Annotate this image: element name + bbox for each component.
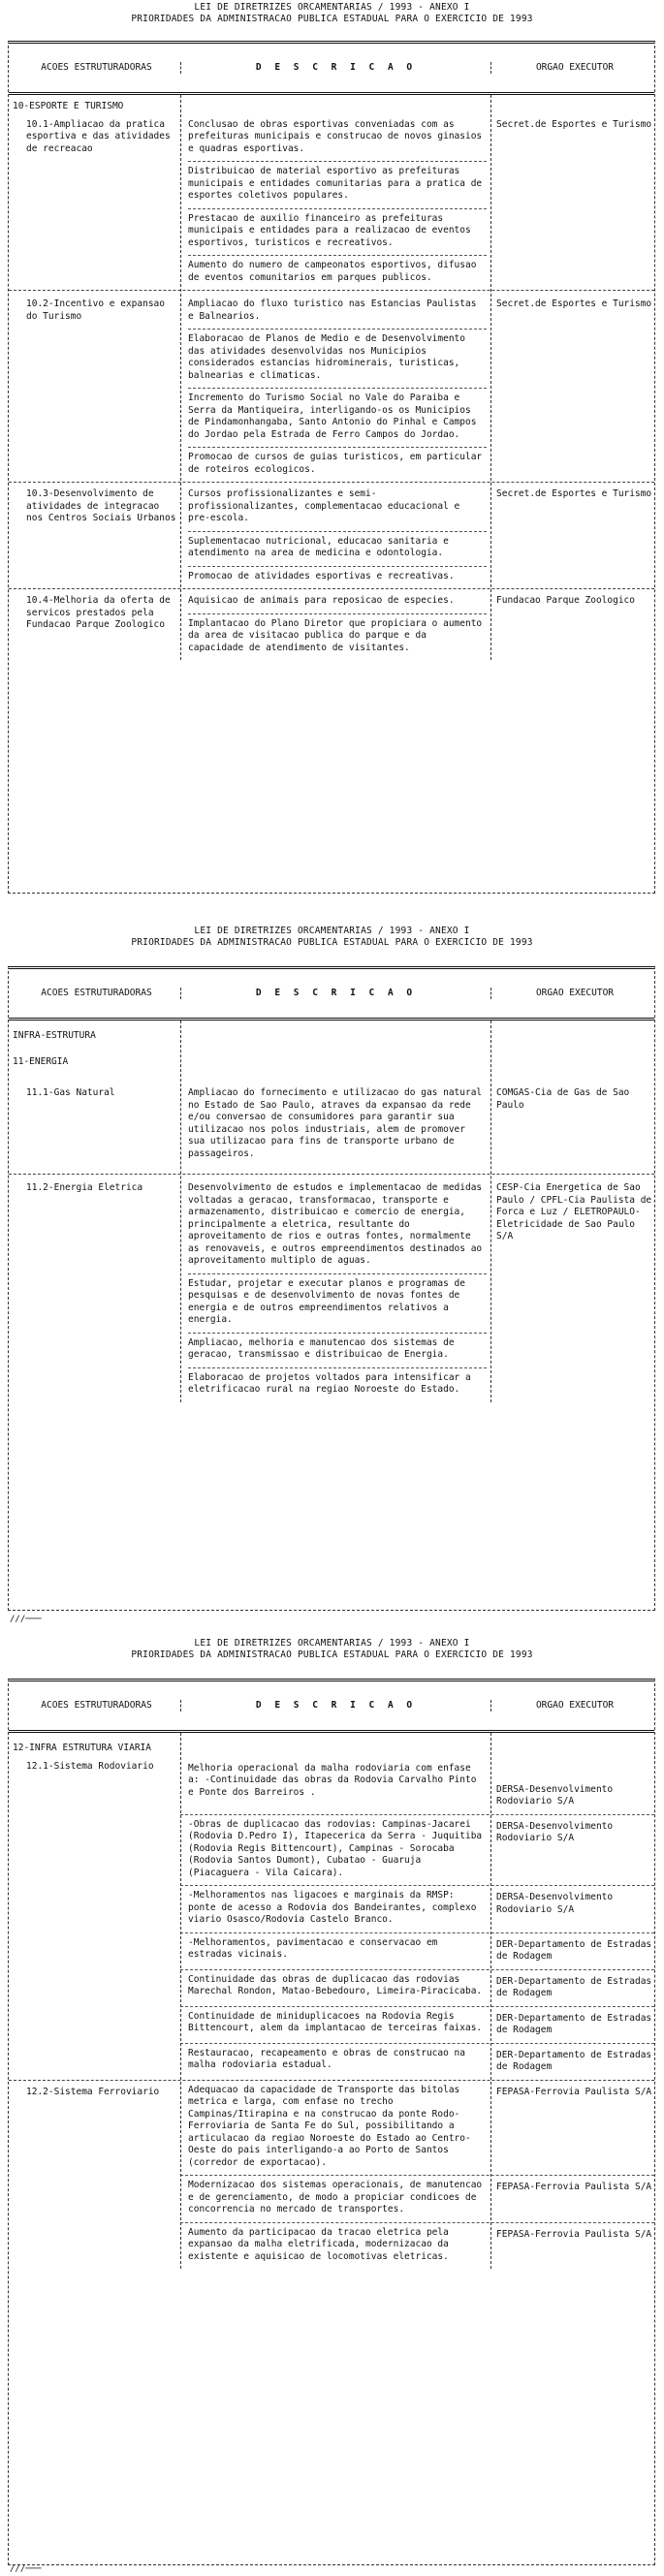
- col-header-description: D E S C R I C A O: [180, 1700, 490, 1712]
- executor-cell: DER-Departamento de Estradas de Rodagem: [496, 2049, 652, 2072]
- description-item: Continuidade das obras de duplicacao das rodovias Marechal Rondon, Matao-Bebedouro, Limeira-Piracicaba.: [188, 1973, 483, 1996]
- description-item: Ampliacao, melhoria e manutencao dos sistemas de geracao, transmissao e distribuicao de Energia.: [188, 1334, 487, 1368]
- description-item: Implantacao do Plano Diretor que propiciara o aumento da area de visitacao publica do parque e da capacidade de atendimento de visitantes.: [188, 617, 483, 653]
- description-item: Promocao de cursos de guias turisticos, em particular de roteiros ecologicos.: [188, 452, 483, 475]
- col-header-executor: ORGAO EXECUTOR: [490, 1700, 654, 1712]
- table-body: [9, 95, 654, 660]
- document-subtitle: PRIORIDADES DA ADMINISTRACAO PUBLICA ESTADUAL PARA O EXERCICIO DE 1993: [131, 14, 533, 24]
- action-group: [9, 290, 654, 482]
- page-header: [0, 1638, 664, 1661]
- section-heading: 10-ESPORTE E TURISMO: [13, 101, 124, 111]
- description-item: Restauracao, recapeamento e obras de construcao na malha rodoviaria estadual.: [188, 2047, 465, 2070]
- executor-cell: FEPASA-Ferrovia Paulista S/A: [496, 2182, 652, 2192]
- action-label: 10.3-Desenvolvimento de atividades de integracao nos Centros Sociais Urbanos: [26, 488, 176, 523]
- description-item: Incremento do Turismo Social no Vale do Paraiba e Serra da Mantiqueira, interligando-os os Municipios de Pindamonhangaba, Santo Antonio do Pinhal e Campos do Jordao pela Estrada de Ferro Campos do Jordao.: [188, 389, 487, 448]
- subsection-heading: 11-ENERGIA: [13, 1055, 69, 1067]
- executor-cell: FEPASA-Ferrovia Paulista S/A: [496, 2228, 652, 2240]
- col-header-executor: ORGAO EXECUTOR: [490, 988, 654, 1000]
- executor-cell: Fundacao Parque Zoologico: [496, 595, 635, 606]
- description-item: Adequacao da capacidade de Transporte das bitolas metrica e larga, com enfase no trecho Campinas/Itirapina e na construcao da ponte Rodo-Ferroviaria de Santa Fe do Sul, possibilitando a articulacao da regiao Noroeste do Estado ao Centro-Oeste do pais interligando-a ao Porto de Santos (corredor de exportacao).: [188, 2084, 471, 2168]
- priorities-table: [8, 966, 655, 1611]
- description-item: Elaboracao de projetos voltados para intensificar a eletrificacao rural na regiao Noroeste do Estado.: [188, 1371, 471, 1395]
- page-header: [0, 0, 664, 25]
- description-item: Aumento do numero de campeonatos esportivos, difusao de eventos comunitarios em parques publicos.: [188, 260, 477, 283]
- executor-cell: COMGAS-Cia de Gas de Sao Paulo: [496, 1087, 630, 1111]
- table-row: [180, 1970, 654, 2007]
- executor-cell: Secret.de Esportes e Turismo: [496, 298, 652, 309]
- description-item: Ampliacao do fornecimento e utilizacao do gas natural no Estado de Sao Paulo, atraves da expansao da rede e/ou conversao de consumidores para garantir sua utilizacao nos polos industriais, alem de promover sua utilizacao para fins de transporte urbano de passageiros.: [188, 1087, 483, 1159]
- col-header-executor: ORGAO EXECUTOR: [490, 62, 654, 75]
- action-label: 11.1-Gas Natural: [26, 1087, 115, 1098]
- table-row: [180, 2223, 654, 2270]
- table-header: [9, 1681, 654, 1733]
- document-subtitle: PRIORIDADES DA ADMINISTRACAO PUBLICA ESTADUAL PARA O EXERCICIO DE 1993: [131, 1649, 533, 1660]
- page-mark: ///───: [10, 1615, 42, 1624]
- description-item: Promocao de atividades esportivas e recreativas.: [188, 570, 455, 581]
- executor-cell: Secret.de Esportes e Turismo: [496, 488, 652, 499]
- action-group: [9, 2080, 654, 2270]
- description-item: Prestacao de auxilio financeiro as prefeituras municipais e entidades para a realizacao de eventos esportivos, turisticos e recreativos.: [188, 209, 487, 257]
- action-label: 12.1-Sistema Rodoviario: [26, 1760, 154, 1772]
- description-cell: [180, 589, 490, 660]
- executor-cell: DER-Departamento de Estradas de Rodagem: [496, 2012, 652, 2035]
- description-item: Desenvolvimento de estudos e implementacao de medidas voltadas a geracao, transformacao, transporte e armazenamento, distribuicao e comercio de energia, principalmente a eletrica, resultante do aproveitamento de rios e outras fontes, normalmente as renovaveis, e outros empreendimentos destinados ao aproveitamento multiplo de aguas.: [188, 1175, 487, 1274]
- description-item: Ampliacao do fluxo turistico nas Estancias Paulistas e Balnearios.: [188, 291, 487, 330]
- table-body: [9, 1021, 654, 1402]
- action-label: 10.4-Melhoria da oferta de servicos prestados pela Fundacao Parque Zoologico: [26, 595, 171, 630]
- description-item: -Obras de duplicacao das rodovias: Campinas-Jacarei (Rodovia D.Pedro I), Itapecerica da Serra - Juquitiba (Rodovia Regis Bittencourt), Campinas - Sorocaba (Rodovia Santos Dumont), Cubatao - Guaruja (Piacaguera - Vila Caicara).: [188, 1818, 483, 1878]
- col-header-description: D E S C R I C A O: [180, 988, 490, 1000]
- description-item: Estudar, projetar e executar planos e programas de pesquisas e de desenvolvimento de novas fontes de energia e de outros empreendimentos relativos a energia.: [188, 1274, 487, 1334]
- page-2: [0, 926, 664, 1624]
- description-cell: [180, 483, 490, 588]
- description-item: Aumento da participacao da tracao eletrica pela expansao da malha eletrificada, modernizacao da existente e aquisicao de locomotivas eletricas.: [188, 2226, 449, 2262]
- description-cell: [180, 1175, 490, 1402]
- description-item: Aquisicao de animais para reposicao de especies.: [188, 589, 487, 614]
- table-row: [180, 1759, 654, 1815]
- executor-cell: DERSA-Desenvolvimento Rodoviario S/A: [496, 1783, 614, 1806]
- page-3: [0, 1638, 664, 2574]
- action-label: 12.2-Sistema Ferroviario: [26, 2086, 160, 2097]
- action-label: 10.2-Incentivo e expansao do Turismo: [26, 298, 165, 322]
- description-item: Elaboracao de Planos de Medio e de Desenvolvimento das atividades desenvolvidas nos Municipios considerados estancias hidrominerais, turisticas, balnearias e climaticas.: [188, 330, 487, 389]
- description-executor-rows: [180, 1759, 654, 2080]
- document-title: LEI DE DIRETRIZES ORCAMENTARIAS / 1993 - ANEXO I: [194, 2, 470, 13]
- table-row: [180, 2044, 654, 2080]
- page-mark: ///───: [10, 2564, 42, 2574]
- section-heading: 12-INFRA ESTRUTURA VIARIA: [13, 1743, 151, 1753]
- description-item: -Melhoramentos, pavimentacao e conservacao em estradas vicinais.: [188, 1936, 438, 1960]
- executor-cell: CESP-Cia Energetica de Sao Paulo / CPFL-Cia Paulista de Forca e Luz / ELETROPAULO-Eletricidade de Sao Paulo S/A: [496, 1182, 652, 1241]
- description-item: Cursos profissionalizantes e semi-profissionalizantes, complementacao educacional e pre-escola.: [188, 483, 487, 532]
- page-1: [0, 0, 664, 653]
- executor-cell: Secret.de Esportes e Turismo: [496, 118, 652, 130]
- description-cell: [180, 1085, 490, 1174]
- action-label: 10.1-Ampliacao da pratica esportiva e das atividades de recreacao: [26, 118, 171, 154]
- executor-cell: FEPASA-Ferrovia Paulista S/A: [496, 2086, 652, 2097]
- table-row: [180, 2176, 654, 2223]
- description-item: Suplementacao nutricional, educacao sanitaria e atendimento na area de medicina e odontologia.: [188, 532, 487, 567]
- section-heading: INFRA-ESTRUTURA: [13, 1030, 96, 1041]
- executor-cell: DERSA-Desenvolvimento Rodoviario S/A: [496, 1892, 614, 1915]
- action-group: [9, 1174, 654, 1402]
- action-group: [9, 1085, 654, 1174]
- table-row: [180, 2007, 654, 2044]
- action-group: [9, 1759, 654, 2080]
- document-title: LEI DE DIRETRIZES ORCAMENTARIAS / 1993 - ANEXO I: [194, 926, 470, 936]
- description-item: Continuidade de miniduplicacoes na Rodovia Regis Bittencourt, alem da implantacao de terceiras faixas.: [188, 2010, 483, 2033]
- description-item: Melhoria operacional da malha rodoviaria com enfase a: -Continuidade das obras da Rodovia Carvalho Pinto e Ponte dos Barreiros .: [188, 1762, 477, 1798]
- col-header-actions: ACOES ESTRUTURADORAS: [41, 1699, 152, 1711]
- executor-cell: DER-Departamento de Estradas de Rodagem: [496, 1938, 652, 1962]
- description-item: Distribuicao de material esportivo as prefeituras municipais e entidades comunitarias para a pratica de esportes coletivos populares.: [188, 162, 487, 209]
- table-header: [9, 44, 654, 95]
- table-row: [180, 1933, 654, 1970]
- description-item: -Melhoramentos nas ligacoes e marginais da RMSP: ponte de acesso a Rodovia dos Bandeirantes, complexo viario Osasco/Rodovia Castelo Branco.: [188, 1890, 477, 1925]
- action-group: [9, 482, 654, 588]
- priorities-table: [8, 1679, 655, 2565]
- table-row: [180, 2081, 654, 2177]
- priorities-table: [8, 41, 655, 894]
- executor-cell: DERSA-Desenvolvimento Rodoviario S/A: [496, 1820, 614, 1843]
- description-cell: [180, 117, 490, 291]
- table-header: [9, 969, 654, 1021]
- action-group: [9, 588, 654, 660]
- description-executor-rows: [180, 2081, 654, 2270]
- action-group: [9, 117, 654, 291]
- col-header-actions: ACOES ESTRUTURADORAS: [41, 987, 152, 998]
- description-cell: [180, 291, 490, 482]
- document-subtitle: PRIORIDADES DA ADMINISTRACAO PUBLICA ESTADUAL PARA O EXERCICIO DE 1993: [131, 937, 533, 948]
- document-title: LEI DE DIRETRIZES ORCAMENTARIAS / 1993 - ANEXO I: [194, 1638, 470, 1649]
- table-body: [9, 1733, 654, 2269]
- col-header-actions: ACOES ESTRUTURADORAS: [41, 61, 152, 73]
- description-item: Modernizacao dos sistemas operacionais, de manutencao e de gerenciamento, de modo a propiciar condicoes de concorrencia no mercado de transportes.: [188, 2180, 483, 2215]
- action-label: 11.2-Energia Eletrica: [26, 1182, 143, 1193]
- description-item: Conclusao de obras esportivas conveniadas com as prefeituras municipais e construcao de novos ginasios e quadras esportivas.: [188, 117, 487, 163]
- page-header: [0, 926, 664, 949]
- table-row: [180, 1886, 654, 1933]
- executor-cell: DER-Departamento de Estradas de Rodagem: [496, 1975, 652, 1998]
- table-row: [180, 1815, 654, 1887]
- col-header-description: D E S C R I C A O: [180, 62, 490, 75]
